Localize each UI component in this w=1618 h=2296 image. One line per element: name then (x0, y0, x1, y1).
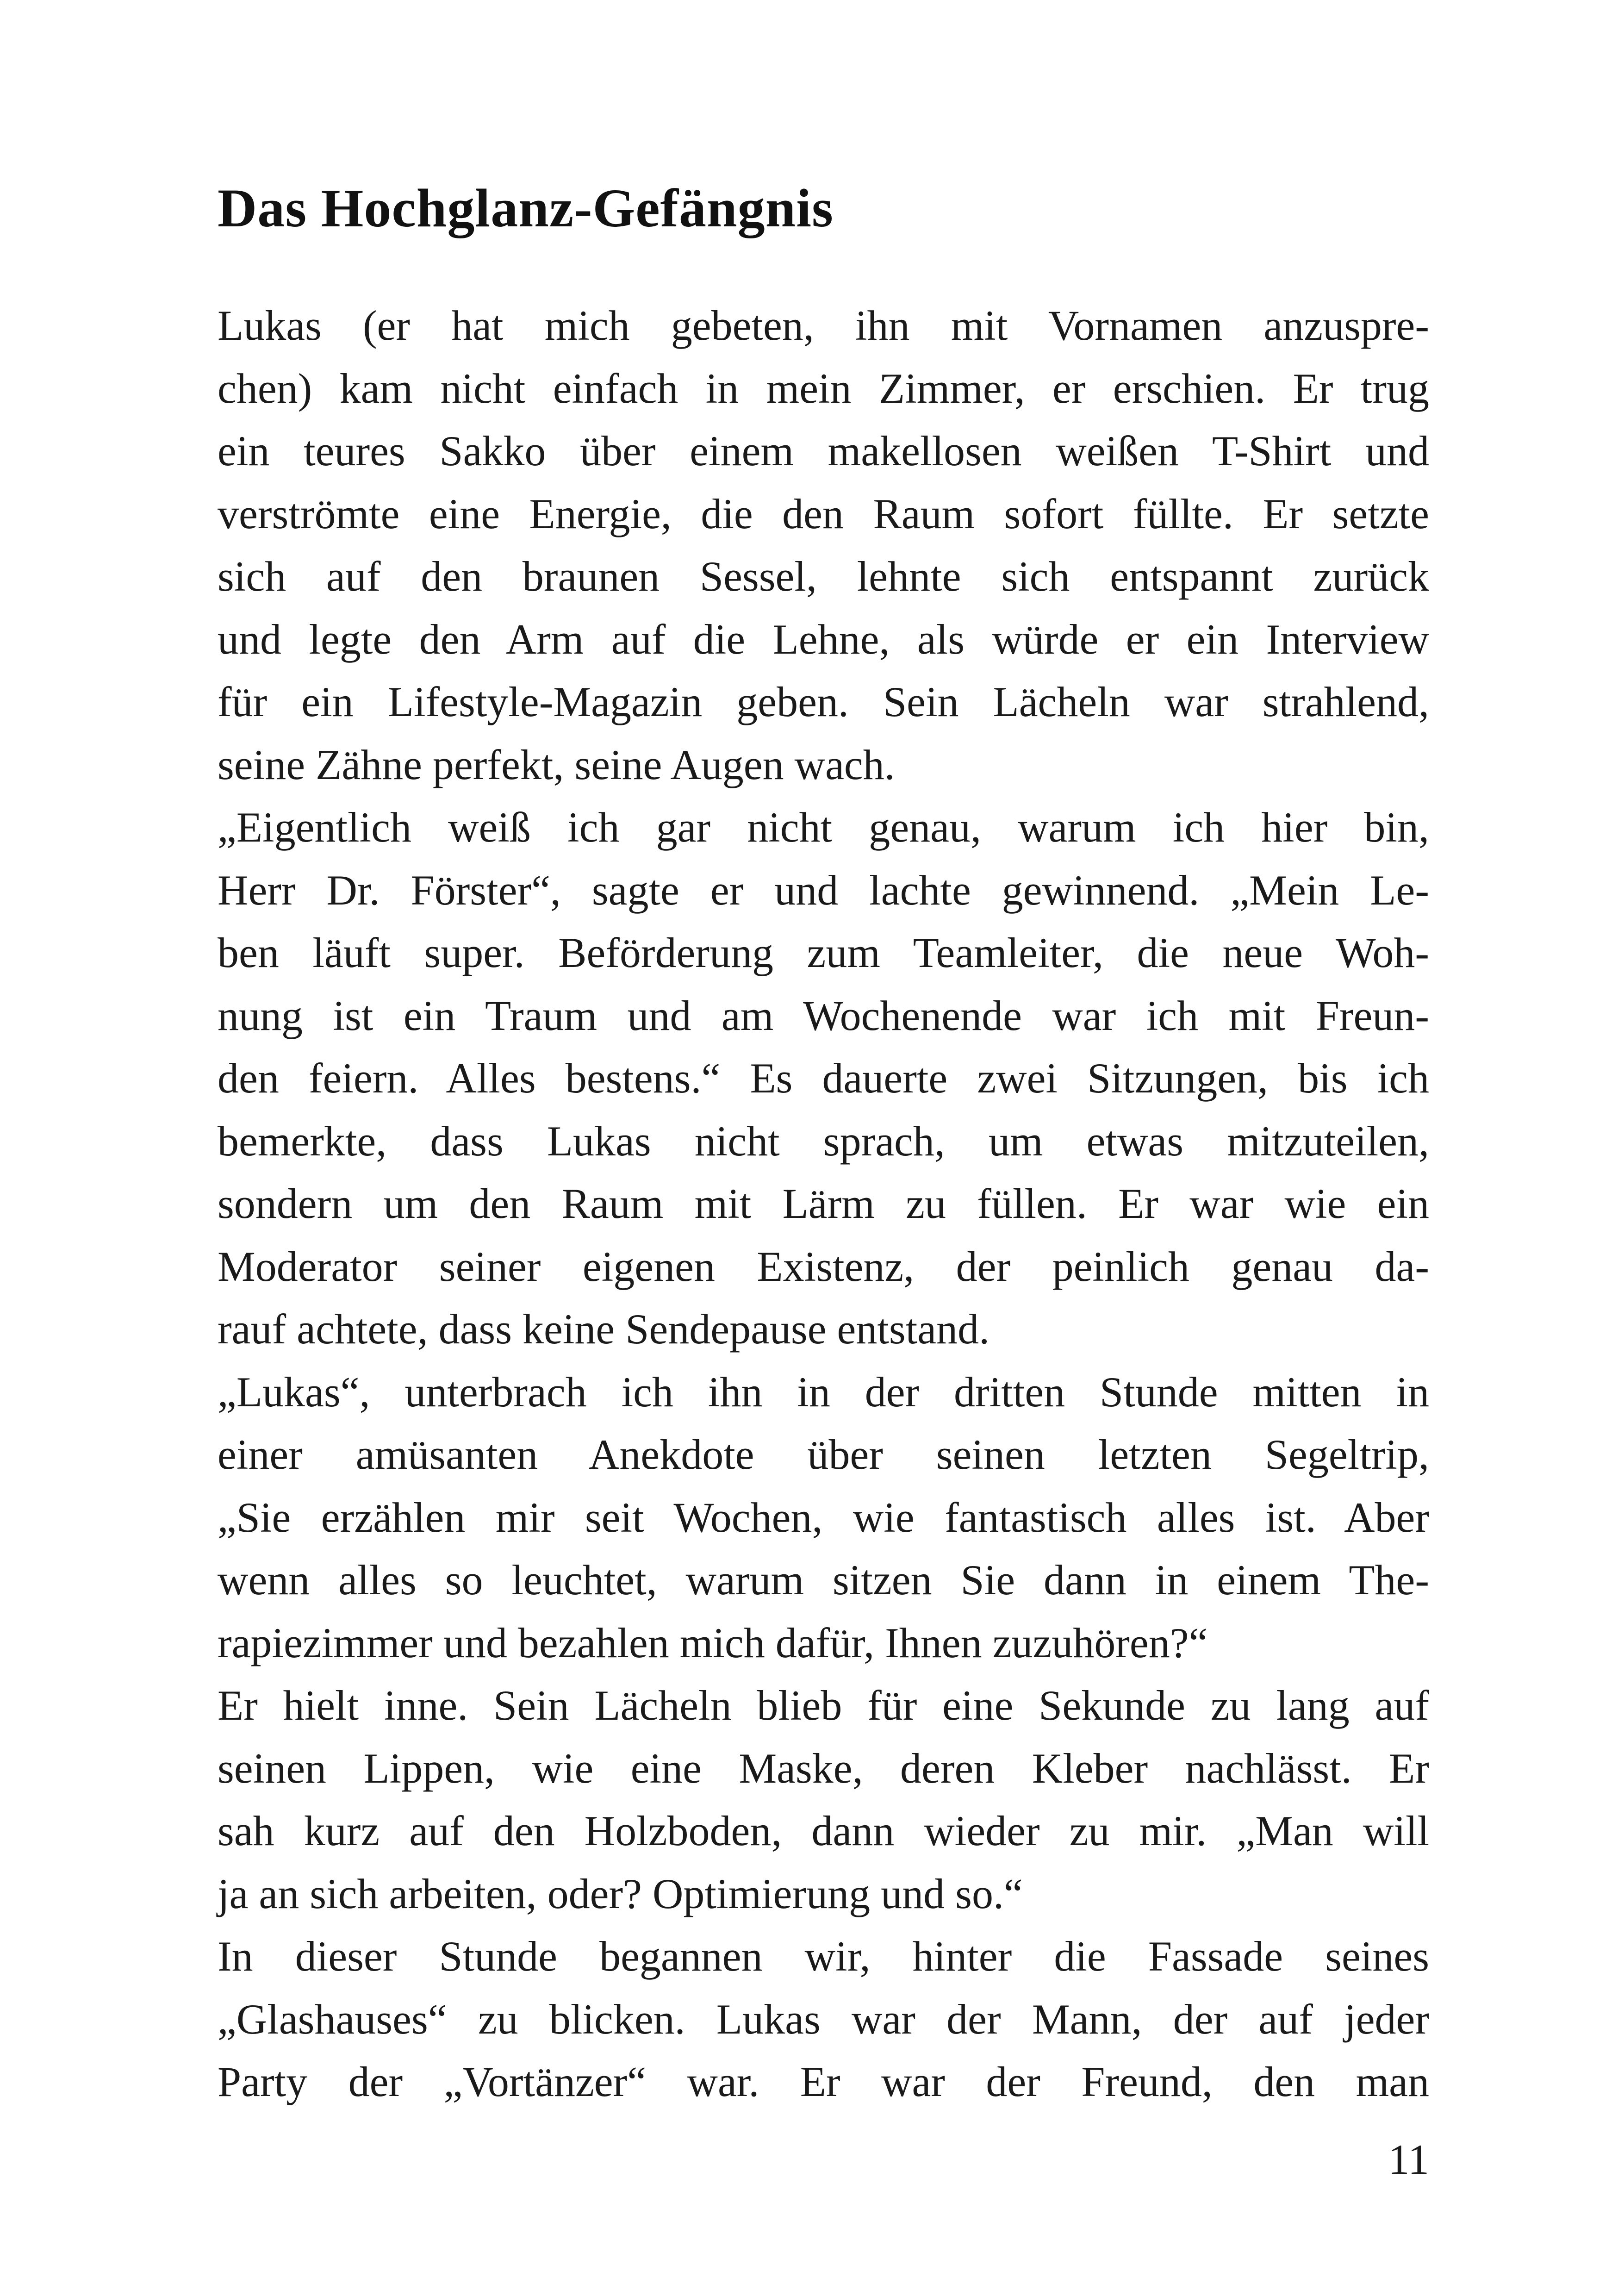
text-line: seine Zähne perfekt, seine Augen wach. (218, 741, 895, 788)
text-line: In dieser Stunde begannen wir, hinter die Fassade seines (218, 1933, 1429, 1980)
text-line: sondern um den Raum mit Lärm zu füllen. Er war wie ein (218, 1180, 1429, 1227)
text-line: nung ist ein Traum und am Wochenende war ich mit Freun- (218, 992, 1429, 1039)
text-line: bemerkte, dass Lukas nicht sprach, um etwas mitzuteilen, (218, 1117, 1429, 1165)
page-number: 11 (1388, 2136, 1429, 2183)
text-line: Lukas (er hat mich gebeten, ihn mit Vornamen anzuspre- (218, 302, 1429, 349)
text-line: „Lukas“, unterbrach ich ihn in der dritten Stunde mitten in (218, 1368, 1429, 1416)
text-line: Er hielt inne. Sein Lächeln blieb für eine Sekunde zu lang auf (218, 1682, 1429, 1729)
text-line: für ein Lifestyle-Magazin geben. Sein Lächeln war strahlend, (218, 678, 1429, 725)
text-line: seinen Lippen, wie eine Maske, deren Kleber nachlässt. Er (218, 1744, 1429, 1792)
text-line: sich auf den braunen Sessel, lehnte sich entspannt zurück (218, 553, 1429, 600)
chapter-title: Das Hochglanz-Gefängnis (218, 178, 834, 238)
text-line: und legte den Arm auf die Lehne, als würde er ein Interview (218, 615, 1429, 663)
text-line: rapiezimmer und bezahlen mich dafür, Ihnen zuzuhören?“ (218, 1619, 1208, 1666)
text-line: Herr Dr. Förster“, sagte er und lachte gewinnend. „Mein Le- (218, 866, 1429, 914)
text-line: „Glashauses“ zu blicken. Lukas war der Mann, der auf jeder (218, 1995, 1429, 2043)
chapter-body (218, 294, 1429, 2114)
text-line: wenn alles so leuchtet, warum sitzen Sie dann in einem The- (218, 1556, 1429, 1603)
text-line: sah kurz auf den Holzboden, dann wieder zu mir. „Man will (218, 1807, 1429, 1854)
text-line: chen) kam nicht einfach in mein Zimmer, er erschien. Er trug (218, 364, 1429, 412)
text-line: „Sie erzählen mir seit Wochen, wie fantastisch alles ist. Aber (218, 1493, 1429, 1541)
text-line: ein teures Sakko über einem makellosen weißen T-Shirt und (218, 427, 1429, 474)
text-line: einer amüsanten Anekdote über seinen letzten Segeltrip, (218, 1431, 1429, 1478)
text-line: Party der „Vortänzer“ war. Er war der Freund, den man (218, 2058, 1429, 2105)
text-line: ben läuft super. Beförderung zum Teamleiter, die neue Woh- (218, 929, 1429, 976)
text-line: rauf achtete, dass keine Sendepause entstand. (218, 1305, 990, 1353)
text-line: verströmte eine Energie, die den Raum sofort füllte. Er setzte (218, 490, 1429, 537)
text-line: den feiern. Alles bestens.“ Es dauerte zwei Sitzungen, bis ich (218, 1054, 1429, 1102)
text-line: „Eigentlich weiß ich gar nicht genau, warum ich hier bin, (218, 804, 1429, 851)
text-line: ja an sich arbeiten, oder? Optimierung und so.“ (218, 1870, 1023, 1917)
text-line: Moderator seiner eigenen Existenz, der peinlich genau da- (218, 1242, 1429, 1290)
